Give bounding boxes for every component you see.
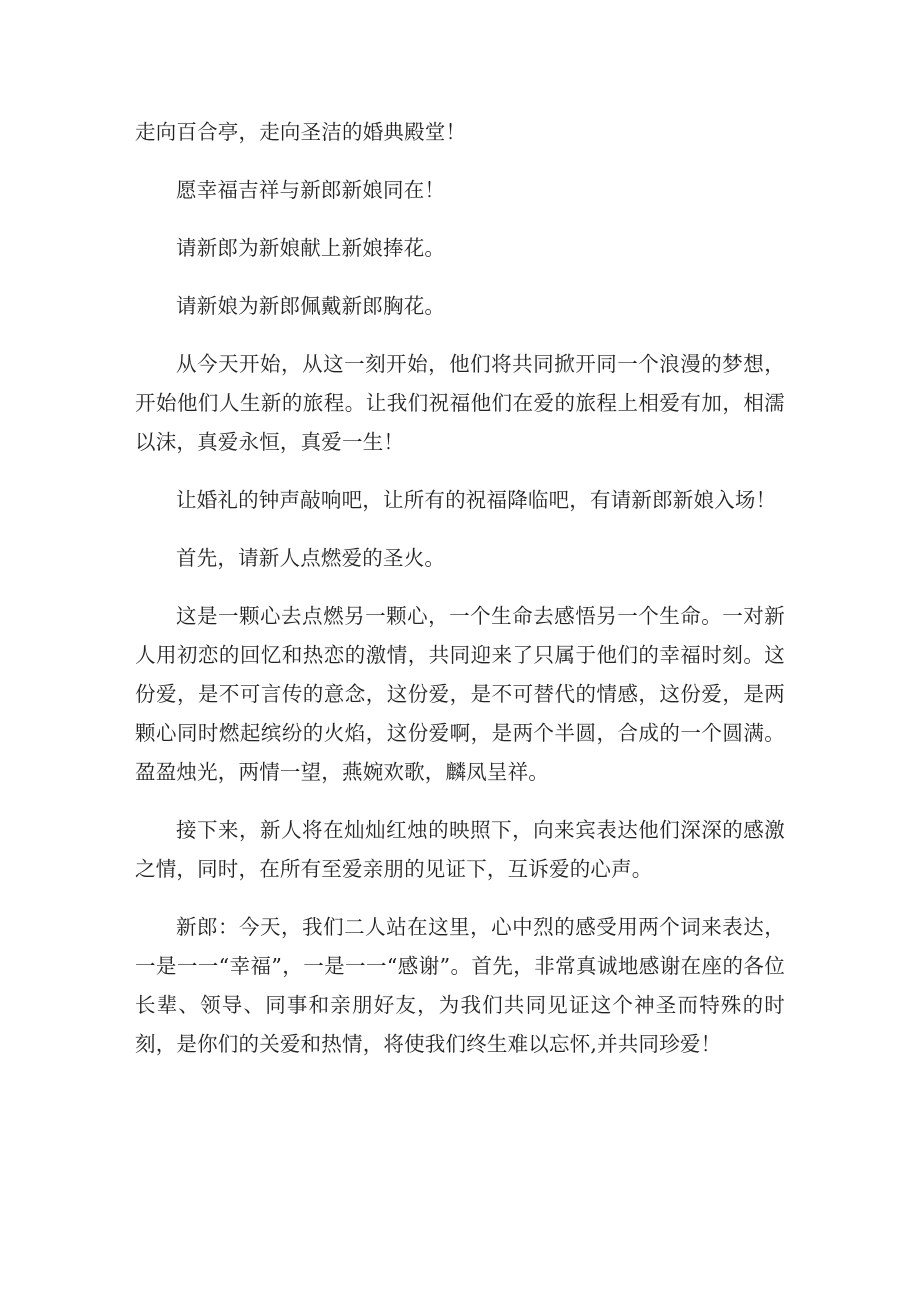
paragraph-10: 新郎：今天，我们二人站在这里，心中烈的感受用两个词来表达，一是一一“幸福”，一是一一“感谢”。首先，非常真诚地感谢在座的各位长辈、领导、同事和亲朋好友，为我们共同见证这个神圣而特殊的时刻，是你们的关爱和热情，将使我们终生难以忘怀,并共同珍爱！	[135, 915, 785, 1056]
document-body	[135, 113, 785, 1083]
paragraph-4: 请新娘为新郎佩戴新郎胸花。	[176, 294, 446, 318]
paragraph-1: 走向百合亭，走向圣洁的婚典殿堂！	[135, 120, 467, 144]
paragraph-8: 这是一颗心去点燃另一颗心，一个生命去感悟另一个生命。一对新人用初恋的回忆和热恋的激情，共同迎来了只属于他们的幸福时刻。这份爱，是不可言传的意念，这份爱，是不可替代的情感，这份爱，是两颗心同时燃起缤纷的火焰，这份爱啊，是两个半圆，合成的一个圆满。盈盈烛光，两情一望，燕婉欢歌，麟凤呈祥。	[135, 604, 785, 784]
paragraph-6: 让婚礼的钟声敲响吧，让所有的祝福降临吧，有请新郎新娘入场！	[176, 488, 777, 512]
paragraph-3: 请新郎为新娘献上新娘捧花。	[176, 236, 446, 260]
paragraph-9: 接下来，新人将在灿灿红烛的映照下，向来宾表达他们深深的感激之情，同时，在所有至爱亲朋的见证下，互诉爱的心声。	[135, 818, 785, 881]
paragraph-5: 从今天开始，从这一刻开始，他们将共同掀开同一个浪漫的梦想，开始他们人生新的旅程。让我们祝福他们在爱的旅程上相爱有加，相濡以沫，真爱永恒，真爱一生！	[135, 352, 785, 454]
paragraph-2: 愿幸福吉祥与新郎新娘同在！	[176, 178, 446, 202]
paragraph-7: 首先，请新人点燃爱的圣火。	[176, 546, 446, 570]
